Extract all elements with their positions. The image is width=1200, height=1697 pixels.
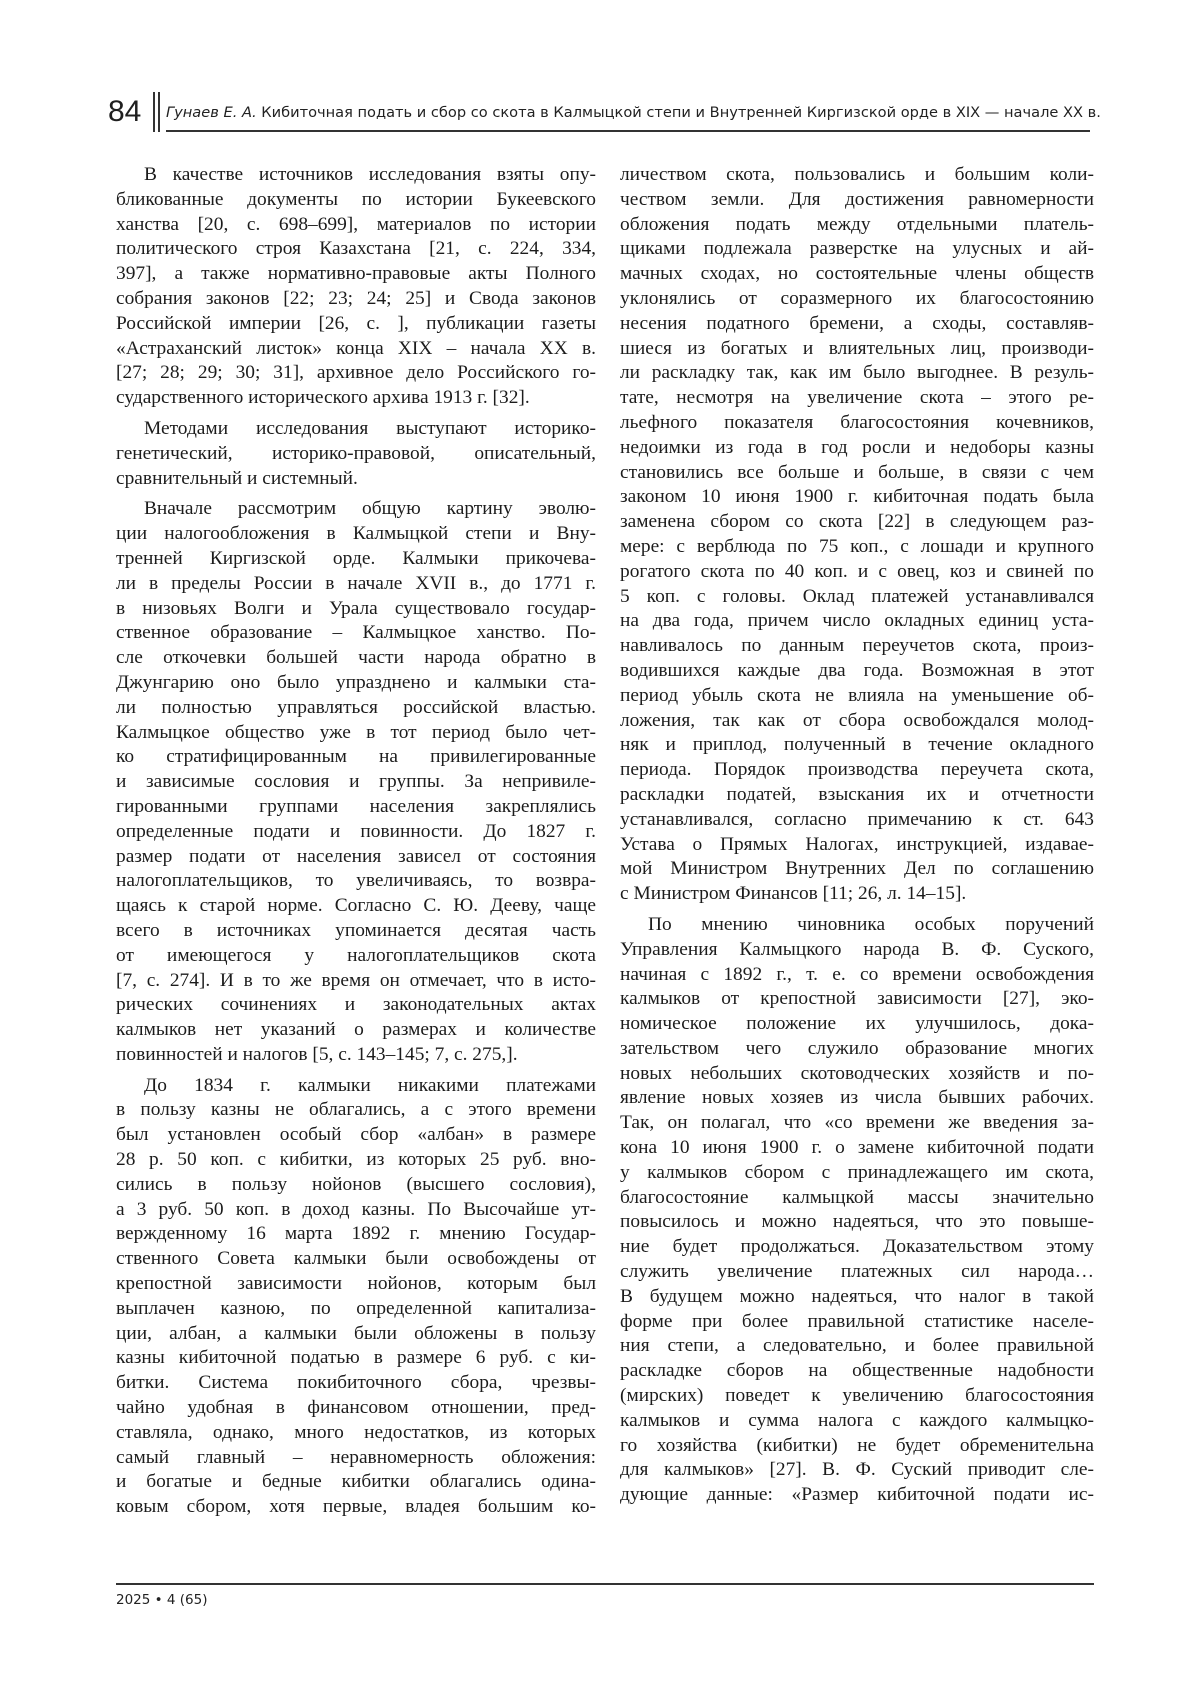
text-line: и богатые и бедные кибитки облагались одина- bbox=[116, 1471, 596, 1493]
text-line: заменена сбором со скота [22] в следующем раз- bbox=[620, 511, 1094, 533]
paragraph bbox=[620, 163, 1094, 907]
text-line: несения податного бремени, а сходы, составляв- bbox=[620, 312, 1094, 334]
text-line: личеством скота, пользовались и большим коли- bbox=[620, 164, 1094, 185]
text-line: В качестве источников исследования взяты опу- bbox=[144, 164, 596, 185]
text-line: калмыков и сумма налога с каждого калмыцко- bbox=[620, 1409, 1094, 1431]
text-line: в пользу казны не облагались, а с этого времени bbox=[116, 1099, 596, 1121]
text-line: а 3 руб. 50 коп. в доход казны. По Высочайше ут- bbox=[116, 1198, 596, 1220]
text-line: размер подати от населения зависел от состояния bbox=[116, 845, 596, 867]
running-head-title: Кибиточная подать и сбор со скота в Калмыцкой степи и Внутренней Киргизской орде в XIX — начале XX в. bbox=[261, 104, 1101, 121]
text-line: щиками подлежала разверстке на улусных и ай- bbox=[620, 238, 1094, 260]
text-line: щаясь к старой норме. Согласно С. Ю. Дееву, чаще bbox=[116, 895, 596, 917]
text-line: ханства [20, с. 698–699], материалов по истории bbox=[116, 213, 596, 235]
text-line: самый главный – неравномерность обложения: bbox=[116, 1446, 596, 1468]
text-line: Методами исследования выступают историко- bbox=[144, 417, 596, 439]
text-line: недоимки из года в год росли и недоборы казны bbox=[620, 436, 1094, 458]
text-line: раскладки податей, взыскания их и отчетности bbox=[620, 783, 1094, 805]
text-line: сились в пользу нойонов (высшего сословия), bbox=[116, 1173, 596, 1195]
text-line: устанавливался, согласно примечанию к ст. 643 bbox=[620, 808, 1094, 830]
text-line: и зависимые сословия и группы. За непривиле- bbox=[116, 771, 596, 793]
text-line: ственного Совета калмыки были освобождены от bbox=[116, 1248, 596, 1270]
header-divider-bar bbox=[158, 92, 160, 132]
text-line: Калмыцкое общество уже в тот период было чет- bbox=[116, 721, 596, 743]
running-head-author: Гунаев Е. А. bbox=[166, 104, 257, 121]
text-line: зательством чего служило образование многих bbox=[620, 1037, 1094, 1059]
text-line: ковым сбором, хотя первые, владея большим ко- bbox=[116, 1496, 596, 1518]
text-line: ко стратифицированным на привилегированные bbox=[116, 746, 596, 768]
text-line: Джунгарию оно было упразднено и калмыки ста- bbox=[116, 671, 596, 693]
text-line: ложения, так как от сбора освобождался молод- bbox=[620, 709, 1094, 731]
text-line: казны кибиточной податью в размере 6 руб. с ки- bbox=[116, 1347, 596, 1369]
text-line: льефного показателя благосостояния кочевников, bbox=[620, 411, 1094, 433]
text-line: служить увеличение платежных сил народа… bbox=[620, 1261, 1094, 1283]
paragraph bbox=[116, 1074, 596, 1520]
running-head bbox=[166, 103, 1101, 123]
text-line: для калмыков» [27]. В. Ф. Суский приводит сле- bbox=[620, 1459, 1094, 1481]
left-column bbox=[116, 163, 596, 1520]
text-line: рогатого скота по 40 коп. и с овец, коз и свиней по bbox=[620, 560, 1094, 582]
text-line: гированными группами населения закреплялись bbox=[116, 795, 596, 817]
text-line: дующие данные: «Размер кибиточной подати ис- bbox=[620, 1484, 1094, 1506]
text-line: бликованные документы по истории Букеевского bbox=[116, 188, 596, 210]
text-line: в низовьях Волги и Урала существовало государ- bbox=[116, 597, 596, 619]
text-line: водившихся каждые два года. Возможная в этот bbox=[620, 659, 1094, 681]
text-line: повинностей и налогов [5, с. 143–145; 7, с. 275,]. bbox=[116, 1043, 518, 1065]
text-line: ние будет продолжаться. Доказательством этому bbox=[620, 1236, 1094, 1258]
text-line: ции налогообложения в Калмыцкой степи и Вну- bbox=[116, 523, 596, 545]
text-line: всего в источниках упоминается десятая часть bbox=[116, 919, 596, 941]
text-line: период убыль скота не влияла на уменьшение об- bbox=[620, 684, 1094, 706]
text-line: тренней Киргизской орде. Калмыки прикочева- bbox=[116, 547, 596, 569]
text-line: шиеся из богатых и влиятельных лиц, производи- bbox=[620, 337, 1094, 359]
paragraph bbox=[116, 163, 596, 411]
text-line: (мирских) поведет к увеличению благосостояния bbox=[620, 1385, 1094, 1407]
text-line: ния степи, а следовательно, и более правильной bbox=[620, 1335, 1094, 1357]
text-line: По мнению чиновника особых поручений bbox=[648, 913, 1094, 935]
text-line: новых небольших скотоводческих хозяйств и по- bbox=[620, 1062, 1094, 1084]
text-line: го хозяйства (кибитки) не будет обременительна bbox=[620, 1434, 1094, 1456]
text-line: сле откочевки большей части народа обратно в bbox=[116, 647, 596, 669]
text-line: рических сочинениях и законодательных актах bbox=[116, 994, 596, 1016]
text-line: калмыков нет указаний о размерах и количестве bbox=[116, 1019, 596, 1041]
text-line: раскладке сборов на общественные надобности bbox=[620, 1360, 1094, 1382]
text-line: Так, он полагал, что «со времени же введения за- bbox=[620, 1112, 1094, 1134]
text-line: Управления Калмыцкого народа В. Ф. Суского, bbox=[620, 938, 1094, 960]
text-line: ли в пределы России в начале XVII в., до 1771 г. bbox=[116, 572, 596, 594]
issue-number: 2025 • 4 (65) bbox=[116, 1592, 208, 1608]
text-line: До 1834 г. калмыки никакими платежами bbox=[144, 1074, 596, 1096]
text-line: [27; 28; 29; 30; 31], архивное дело Российского го- bbox=[116, 362, 596, 384]
text-line: был установлен особый сбор «албан» в размере bbox=[116, 1124, 596, 1146]
text-line: определенные подати и повинности. До 1827 г. bbox=[116, 820, 596, 842]
text-line: номическое положение их улучшилось, дока- bbox=[620, 1013, 1094, 1035]
text-line: генетический, историко-правовой, описательный, bbox=[116, 442, 596, 464]
text-line: становились все больше и больше, в связи с чем bbox=[620, 461, 1094, 483]
text-line: мачных сходах, но состоятельные члены обществ bbox=[620, 263, 1094, 285]
text-line: ли полностью управляться российской властью. bbox=[116, 696, 596, 718]
text-line: политического строя Казахстана [21, с. 224, 334, bbox=[116, 238, 596, 260]
text-line: повысилось и можно надеяться, что это повыше- bbox=[620, 1211, 1094, 1233]
text-line: мой Министром Внутренних Дел по соглашению bbox=[620, 858, 1094, 880]
page-number: 84 bbox=[108, 95, 142, 128]
text-line: начиная с 1892 г., т. е. со времени освобождения bbox=[620, 963, 1094, 985]
text-line: чеством земли. Для достижения равномерности bbox=[620, 188, 1094, 210]
text-line: навливалось по данным переучетов скота, произ- bbox=[620, 635, 1094, 657]
text-line: 28 р. 50 коп. с кибитки, из которых 25 руб. вно- bbox=[116, 1149, 596, 1171]
text-line: на два года, причем число окладных единиц уста- bbox=[620, 610, 1094, 632]
text-line: собрания законов [22; 23; 24; 25] и Свода законов bbox=[116, 287, 596, 309]
header-rule bbox=[166, 130, 1090, 132]
text-line: выплачен казною, по определенной капитализа- bbox=[116, 1297, 596, 1319]
text-line: ли раскладку так, как им было выгоднее. В резуль- bbox=[620, 362, 1094, 384]
text-line: вержденному 16 марта 1892 г. мнению Государ- bbox=[116, 1223, 596, 1245]
text-line: 5 коп. с головы. Оклад платежей устанавливался bbox=[620, 585, 1094, 607]
right-column bbox=[620, 163, 1094, 1508]
text-line: Вначале рассмотрим общую картину эволю- bbox=[144, 498, 596, 520]
text-line: чайно удобная в финансовом отношении, пред- bbox=[116, 1397, 596, 1419]
text-line: крепостной зависимости нойонов, которым был bbox=[116, 1273, 596, 1295]
text-line: Российской империи [26, с. ], публикации газеты bbox=[116, 312, 596, 334]
text-line: налогоплательщиков, то увеличиваясь, то возвра- bbox=[116, 870, 596, 892]
paragraph bbox=[620, 913, 1094, 1508]
text-line: от имеющегося у налогоплательщиков скота bbox=[116, 944, 596, 966]
text-line: [7, с. 274]. И в то же время он отмечает, что в исто- bbox=[116, 969, 596, 991]
text-line: ственное образование – Калмыцкое ханство. По- bbox=[116, 622, 596, 644]
text-line: «Астраханский листок» конца XIX – начала XX в. bbox=[116, 337, 596, 359]
text-line: ставляла, однако, много недостатков, из которых bbox=[116, 1421, 596, 1443]
text-line: с Министром Финансов [11; 26, л. 14–15]. bbox=[620, 883, 967, 905]
text-line: периода. Порядок производства переучета скота, bbox=[620, 759, 1094, 781]
text-line: уклонялись от соразмерного их благосостоянию bbox=[620, 287, 1094, 309]
text-line: сударственного исторического архива 1913 г. [32]. bbox=[116, 387, 530, 409]
text-line: форме при более правильной статистике населе- bbox=[620, 1310, 1094, 1332]
text-line: мере: с верблюда по 75 коп., с лошади и крупного bbox=[620, 535, 1094, 557]
text-line: Устава о Прямых Налогах, инструкцией, издавае- bbox=[620, 833, 1094, 855]
text-line: сравнительный и системный. bbox=[116, 467, 358, 489]
text-line: явление новых хозяев из числа бывших рабочих. bbox=[620, 1087, 1094, 1109]
text-line: битки. Система покибиточного сбора, чрезвы- bbox=[116, 1372, 596, 1394]
paragraph bbox=[116, 497, 596, 1067]
text-line: няк и приплод, полученный в течение окладного bbox=[620, 734, 1094, 756]
text-line: благосостояние калмыцкой массы значительно bbox=[620, 1186, 1094, 1208]
text-line: ции, албан, а калмыки были обложены в пользу bbox=[116, 1322, 596, 1344]
footer-rule bbox=[116, 1583, 1094, 1585]
text-line: кона 10 июня 1900 г. о замене кибиточной подати bbox=[620, 1137, 1094, 1159]
text-line: законом 10 июня 1900 г. кибиточная подать была bbox=[620, 486, 1094, 508]
text-line: у калмыков сбором с принадлежащего им скота, bbox=[620, 1161, 1094, 1183]
header-divider-bar bbox=[153, 92, 155, 132]
paragraph bbox=[116, 417, 596, 491]
text-line: В будущем можно надеяться, что налог в такой bbox=[620, 1285, 1094, 1307]
text-line: калмыков от крепостной зависимости [27], эко- bbox=[620, 988, 1094, 1010]
text-line: тате, несмотря на увеличение скота – этого ре- bbox=[620, 387, 1094, 409]
text-line: обложения подать между отдельными платель- bbox=[620, 213, 1094, 235]
text-line: 397], а также нормативно-правовые акты Полного bbox=[116, 263, 596, 285]
